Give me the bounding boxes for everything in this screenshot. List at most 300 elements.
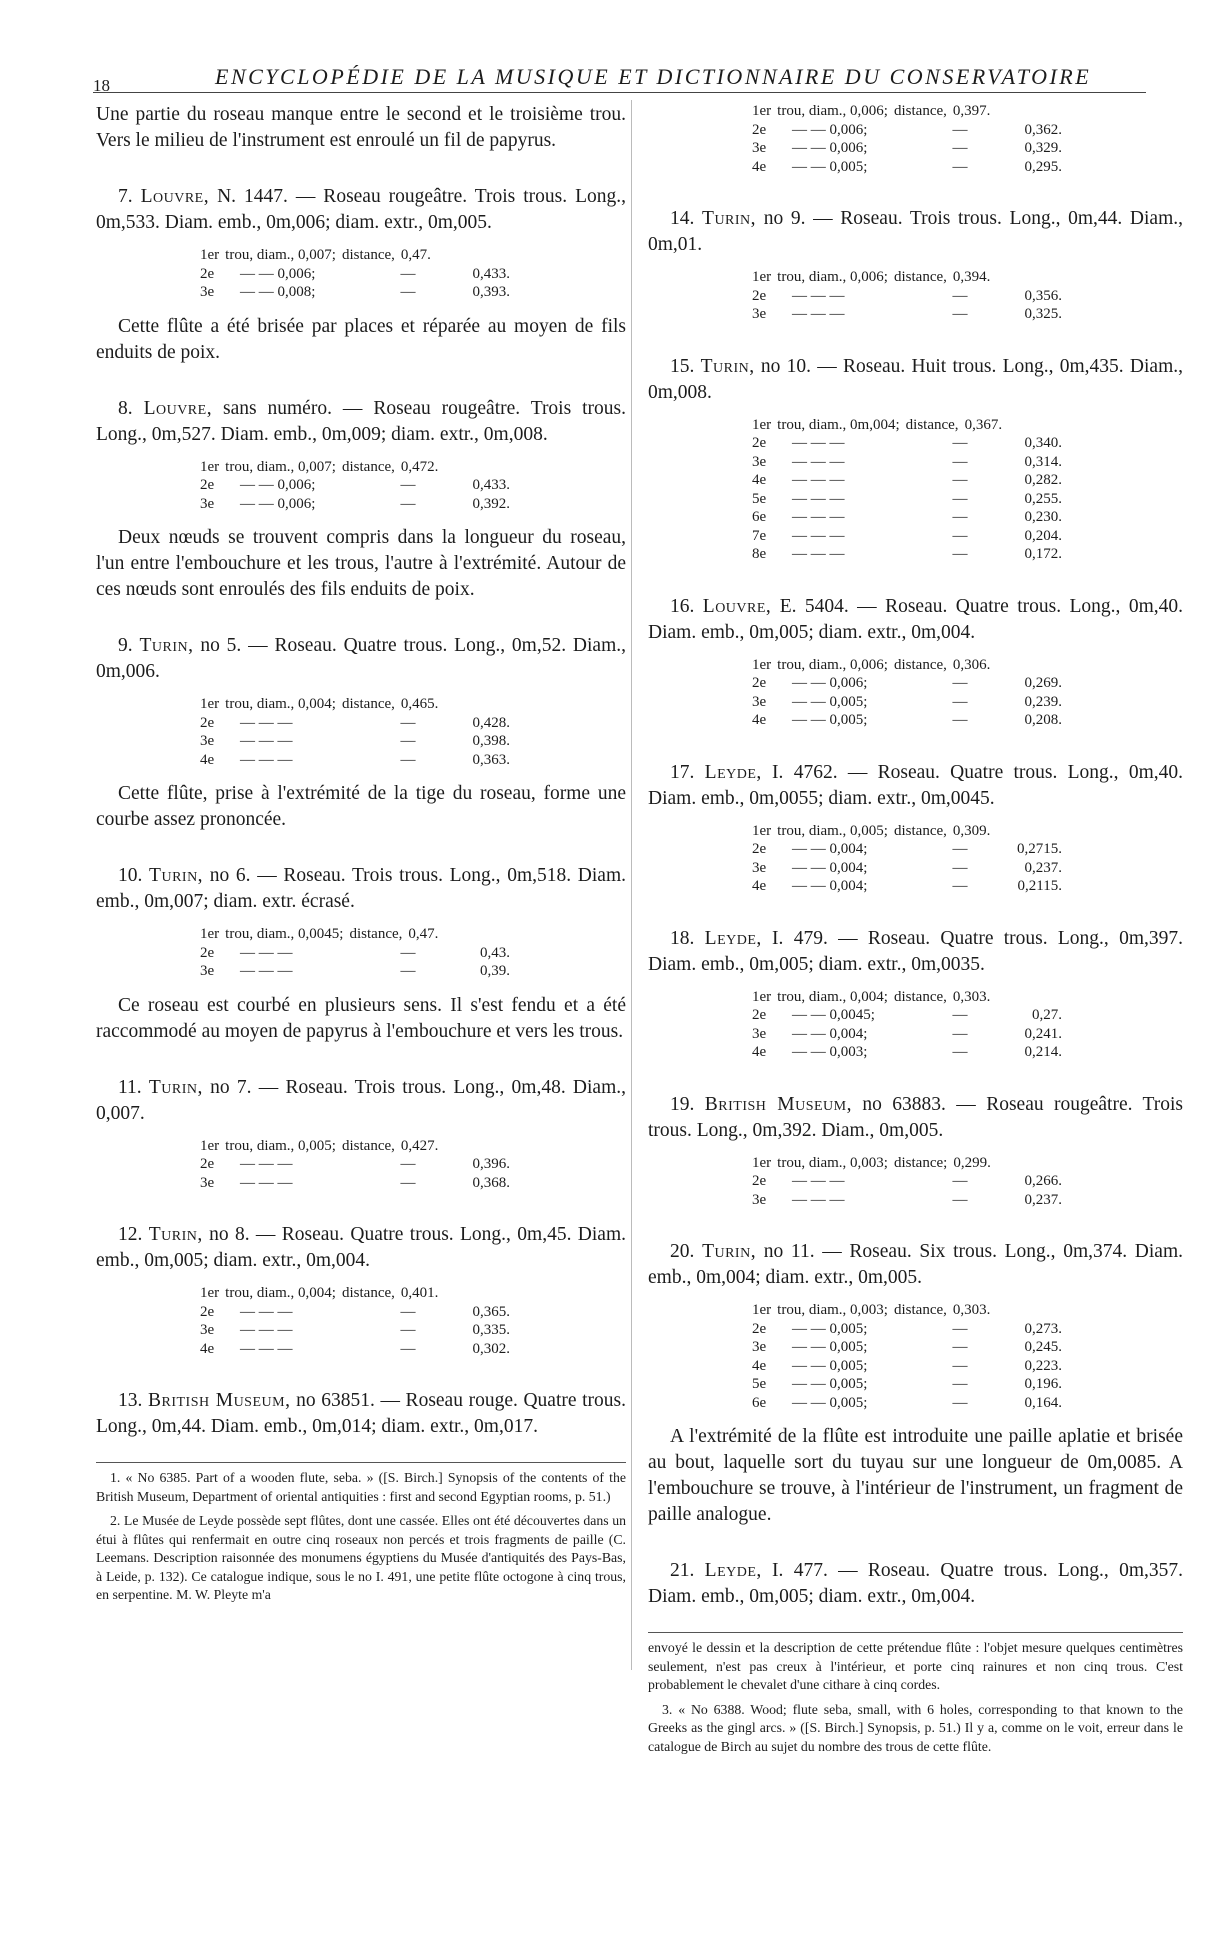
hole-diameter: — — 0,004; [792, 841, 868, 857]
hole-distance-label: — [400, 265, 416, 282]
hole-diameter: — — — [792, 453, 845, 470]
hole-distance-label: distance; [893, 1154, 948, 1171]
hole-diameter: — — — [792, 490, 845, 507]
hole-ordinal: 1er [752, 656, 772, 673]
hole-diameter: — — — [792, 509, 845, 525]
hole-distance-value: 0,39. [480, 963, 510, 979]
entry-heading [648, 1092, 1183, 1144]
footnote-rule [96, 1462, 626, 1463]
entry-description: no 11. — Roseau. Six trous. Long., 0m,374. Diam. emb., 0m,004; diam. extr., 0m,005. [648, 1241, 1183, 1288]
entry-source: Turin, [148, 1076, 203, 1098]
entry-19 [648, 1092, 1183, 1210]
hole-diameter: — — 0,006; [240, 495, 316, 512]
holes-table [200, 925, 626, 981]
hole-distance-value: 0,214. [1024, 1044, 1062, 1060]
hole-diameter: — — 0,006; [792, 140, 868, 156]
hole-distance-value: 0,204. [1024, 527, 1062, 544]
hole-ordinal: 1er [200, 458, 220, 475]
entry-number: 13. [118, 1390, 143, 1411]
hole-diameter: — — 0,004; [792, 878, 868, 894]
hole-distance-label: — [952, 693, 968, 710]
hole-distance-value: 0,306. [952, 656, 991, 673]
entry-source: Turin, [149, 865, 204, 886]
holes-table [200, 246, 626, 302]
hole-row [200, 1303, 626, 1322]
hole-ordinal: 3e [200, 963, 215, 979]
hole-distance-label: — [952, 140, 968, 156]
hole-row [200, 714, 626, 733]
hole-distance-value: 0,196. [1024, 1376, 1062, 1392]
hole-distance-label: distance, [341, 458, 395, 475]
hole-distance-label: — [952, 1394, 968, 1411]
entry-number: 12. [118, 1224, 143, 1245]
hole-row [200, 283, 626, 302]
hole-row [752, 711, 1183, 730]
hole-diameter: — — 0,003; [792, 1044, 868, 1060]
hole-diameter: — — — [240, 714, 293, 731]
hole-diameter: — — 0,005; [792, 158, 868, 175]
hole-distance-value: 0,303. [952, 988, 991, 1005]
entry-number: 21. [670, 1560, 695, 1581]
entry-description: no 8. — Roseau. Quatre trous. Long., 0m,45. Diam. emb., 0m,005; diam. extr., 0m,004. [96, 1224, 626, 1271]
hole-distance-value: 0,239. [1024, 693, 1062, 710]
entry-description: I. 479. — Roseau. Quatre trous. Long., 0m,397. Diam. emb., 0m,005; diam. extr., 0m,0035. [648, 927, 1183, 975]
hole-ordinal: 5e [752, 490, 767, 507]
entry-note: A l'extrémité de la flûte est introduite une paille aplatie et brisée au bout, laquelle sort du tuyau sur une longueur de 0m,0085. A l'embouchure se trouve, à l'intérieur de l'instrument, un fragment de paille analogue. [648, 1426, 1183, 1525]
hole-distance-label: — [952, 453, 968, 470]
hole-ordinal: 2e [752, 287, 767, 304]
hole-ordinal: 2e [200, 1303, 215, 1320]
entry-18 [648, 926, 1183, 1062]
hole-row [752, 305, 1183, 324]
hole-diameter: — — — [792, 287, 845, 304]
entry-note: Cette flûte, prise à l'extrémité de la tige du roseau, forme une courbe assez prononcée. [96, 783, 626, 830]
hole-ordinal: 1er [752, 103, 772, 119]
hole-distance-label: distance, [349, 926, 403, 942]
hole-diameter: — — 0,005; [792, 1339, 868, 1355]
hole-distance-value: 0,295. [1024, 158, 1062, 175]
hole-diameter: trou, diam., 0,007; [225, 247, 336, 263]
hole-distance-value: 0,397. [952, 103, 991, 119]
hole-distance-label: — [400, 1156, 416, 1172]
hole-diameter: — — — [240, 963, 293, 979]
hole-distance-value: 0,365. [472, 1303, 510, 1320]
entry-description: no 6. — Roseau. Trois trous. Long., 0m,518. Diam. emb., 0m,007; diam. extr. écrasé. [96, 865, 626, 912]
hole-ordinal: 3e [200, 1174, 215, 1191]
hole-distance-label: — [952, 121, 968, 138]
hole-distance-value: 0,465. [400, 696, 439, 712]
hole-distance-label: distance, [341, 1285, 395, 1301]
hole-distance-label: — [400, 495, 416, 512]
hole-distance-value: 0,255. [1024, 490, 1062, 507]
hole-distance-value: 0,398. [472, 733, 510, 749]
holes-table [752, 1301, 1183, 1412]
hole-diameter: trou, diam., 0,006; [777, 656, 888, 673]
hole-ordinal: 3e [752, 453, 767, 470]
hole-diameter: — — 0,005; [792, 693, 868, 710]
hole-distance-value: 0,428. [472, 714, 510, 731]
entry-number: 7. [118, 186, 133, 207]
hole-row [752, 1191, 1183, 1210]
entry-11 [96, 1075, 626, 1193]
hole-row [752, 1006, 1183, 1025]
entry-description: no 63851. — Roseau rouge. Quatre trous. Long., 0m,44. Diam. emb., 0m,014; diam. extr., 0m,017. [96, 1390, 627, 1437]
running-title: ENCYCLOPÉDIE DE LA MUSIQUE ET DICTIONNAIRE DU CONSERVATOIRE [215, 64, 1092, 89]
hole-distance-value: 0,43. [480, 944, 510, 961]
hole-diameter: — — 0,004; [792, 1025, 868, 1042]
hole-distance-value: 0,329. [1024, 140, 1062, 156]
hole-distance-label: distance, [893, 1302, 947, 1318]
hole-row [200, 962, 626, 981]
hole-distance-label: distance, [893, 269, 947, 285]
hole-row [752, 1301, 1183, 1320]
hole-distance-value: 0,356. [1024, 287, 1062, 304]
entry-source: Leyde, [704, 927, 762, 949]
hole-row [752, 490, 1183, 509]
holes-table [752, 988, 1183, 1062]
hole-distance-label: — [952, 287, 968, 304]
entry-number: 8. [118, 397, 133, 419]
hole-distance-label: — [952, 1044, 968, 1060]
hole-distance-label: — [952, 435, 968, 451]
hole-distance-label: — [952, 509, 968, 525]
hole-distance-value: 0,269. [1024, 675, 1062, 691]
hole-distance-label: — [400, 714, 416, 731]
hole-row [200, 246, 626, 265]
hole-diameter: trou, diam., 0,004; [225, 696, 336, 712]
entry-description: I. 4762. — Roseau. Quatre trous. Long., 0m,40. Diam. emb., 0m,0055; diam. extr., 0m,0045. [648, 761, 1183, 809]
entry-source: British Museum, [704, 1093, 852, 1115]
holes-table [752, 416, 1183, 564]
hole-distance-value: 0,282. [1024, 472, 1062, 488]
footnotes-right [648, 1639, 1183, 1756]
entry-number: 16. [670, 595, 695, 617]
entry-source: Turin, [702, 1241, 757, 1262]
hole-diameter: — — 0,0045; [792, 1007, 875, 1023]
hole-diameter: — — — [240, 1303, 293, 1320]
entry-source: Turin, [139, 635, 194, 656]
hole-row [752, 508, 1183, 527]
entry-number: 11. [118, 1076, 142, 1098]
hole-ordinal: 3e [752, 859, 767, 876]
hole-row [200, 476, 626, 495]
hole-diameter: trou, diam., 0,006; [777, 103, 888, 119]
hole-row [200, 1137, 626, 1156]
hole-distance-label: — [952, 490, 968, 507]
entry-heading [648, 1558, 1183, 1610]
hole-distance-label: — [952, 546, 968, 562]
hole-ordinal: 1er [752, 1302, 772, 1318]
hole-ordinal: 1er [200, 1285, 220, 1301]
hole-row [752, 102, 1183, 121]
hole-ordinal: 3e [200, 733, 215, 749]
hole-distance-value: 0,302. [472, 1340, 510, 1357]
holes-table [200, 1284, 626, 1358]
holes-table [752, 1154, 1183, 1210]
hole-diameter: — — 0,005; [792, 1357, 868, 1374]
hole-row [200, 732, 626, 751]
hole-ordinal: 3e [200, 284, 215, 300]
hole-diameter: trou, diam., 0m,004; [777, 416, 900, 433]
hole-distance-label: — [952, 1025, 968, 1042]
hole-distance-value: 0,27. [1032, 1007, 1062, 1023]
hole-distance-label: — [952, 878, 968, 894]
hole-diameter: — — 0,006; [792, 675, 868, 691]
hole-ordinal: 2e [752, 841, 767, 857]
hole-distance-value: 0,237. [1024, 1191, 1062, 1208]
entry-description: sans numéro. — Roseau rougeâtre. Trois trous. Long., 0m,527. Diam. emb., 0m,009; diam. extr., 0m,008. [96, 397, 626, 445]
entry-description: no 10. — Roseau. Huit trous. Long., 0m,435. Diam., 0m,008. [648, 355, 1183, 403]
hole-row [200, 695, 626, 714]
hole-diameter: — — 0,006; [240, 477, 316, 493]
hole-ordinal: 2e [200, 1156, 215, 1172]
hole-row [200, 925, 626, 944]
hole-distance-value: 0,433. [472, 477, 510, 493]
hole-distance-label: — [400, 1322, 416, 1338]
hole-distance-value: 0,396. [472, 1156, 510, 1172]
hole-row [200, 1284, 626, 1303]
hole-distance-label: — [400, 284, 416, 300]
entry-heading [648, 354, 1183, 406]
hole-distance-value: 0,273. [1024, 1320, 1062, 1337]
hole-diameter: trou, diam., 0,003; [777, 1154, 888, 1171]
entry-heading [648, 760, 1183, 812]
entry-15 [648, 354, 1183, 564]
hole-row [752, 545, 1183, 564]
hole-distance-label: — [952, 1339, 968, 1355]
hole-diameter: — — — [240, 733, 293, 749]
hole-distance-value: 0,393. [472, 284, 510, 300]
hole-ordinal: 2e [752, 1320, 767, 1337]
hole-diameter: — — — [792, 1191, 845, 1208]
hole-distance-label: — [952, 1007, 968, 1023]
hole-ordinal: 2e [200, 944, 215, 961]
hole-distance-value: 0,363. [472, 751, 510, 768]
hole-distance-label: — [400, 1174, 416, 1191]
hole-row [752, 822, 1183, 841]
entry-heading [648, 206, 1183, 258]
hole-row [200, 458, 626, 477]
right-column [648, 102, 1183, 1756]
hole-ordinal: 4e [200, 751, 215, 768]
entry-number: 10. [118, 865, 143, 886]
entry-9 [96, 633, 626, 833]
hole-diameter: — — 0,005; [792, 1320, 868, 1337]
hole-distance-value: 0,223. [1024, 1357, 1062, 1374]
hole-distance-value: 0,303. [952, 1302, 991, 1318]
entry-source: Turin, [700, 355, 755, 377]
hole-ordinal: 4e [752, 472, 767, 488]
hole-ordinal: 3e [200, 495, 215, 512]
entry-source: Louvre, [140, 186, 210, 207]
hole-ordinal: 3e [752, 1191, 767, 1208]
hole-distance-label: distance, [905, 416, 959, 433]
hole-row [752, 840, 1183, 859]
hole-distance-value: 0,309. [952, 822, 991, 839]
hole-row [752, 1375, 1183, 1394]
hole-row [752, 877, 1183, 896]
holes-table [752, 656, 1183, 730]
hole-row [752, 1154, 1183, 1173]
entry-source: Turin, [148, 1224, 203, 1245]
holes-table [752, 822, 1183, 896]
hole-row [752, 1394, 1183, 1413]
hole-diameter: — — 0,005; [792, 712, 868, 728]
hole-ordinal: 1er [200, 1137, 220, 1154]
entry-note: Cette flûte a été brisée par places et réparée au moyen de fils enduits de poix. [96, 315, 626, 363]
entry-number: 14. [670, 208, 695, 229]
hole-ordinal: 3e [752, 1025, 767, 1042]
entry-source: Louvre, [143, 397, 213, 419]
entry-number: 19. [670, 1093, 695, 1115]
hole-row [752, 158, 1183, 177]
hole-distance-value: 0,208. [1024, 712, 1062, 728]
hole-distance-label: — [400, 1340, 416, 1357]
hole-diameter: — — — [792, 472, 845, 488]
entry-21 [648, 1558, 1183, 1610]
hole-distance-value: 0,325. [1024, 306, 1062, 322]
hole-row [752, 1338, 1183, 1357]
hole-row [200, 265, 626, 284]
hole-diameter: — — — [240, 1174, 293, 1191]
hole-diameter: trou, diam., 0,005; [225, 1137, 336, 1154]
hole-row [752, 1320, 1183, 1339]
hole-distance-value: 0,47. [408, 926, 439, 942]
hole-diameter: — — — [792, 435, 845, 451]
hole-ordinal: 4e [752, 1044, 767, 1060]
entry-description: no 5. — Roseau. Quatre trous. Long., 0m,52. Diam., 0m,006. [96, 635, 626, 682]
hole-ordinal: 1er [200, 926, 220, 942]
hole-ordinal: 2e [752, 1007, 767, 1023]
hole-distance-value: 0,401. [400, 1285, 439, 1301]
hole-row [752, 471, 1183, 490]
entry-14 [648, 206, 1183, 324]
hole-row [752, 453, 1183, 472]
holes-table [200, 458, 626, 514]
hole-diameter: — — 0,005; [792, 1394, 868, 1411]
footnote-2-continued: envoyé le dessin et la description de cette prétendue flûte : l'objet mesure quelques centimètres seulement, n'est pas creux à l'intérieur, et porte cinq rainures et non cinq trous. C'est probablement le chevalet d'une cithare à cinq cordes. [648, 1640, 1183, 1692]
hole-distance-label: — [952, 527, 968, 544]
hole-row [752, 656, 1183, 675]
hole-diameter: — — 0,006; [240, 265, 316, 282]
intro-paragraph: Une partie du roseau manque entre le second et le troisième trou. Vers le milieu de l'instrument est enroulé un fil de papyrus. [96, 104, 626, 151]
entry-heading [648, 926, 1183, 978]
entry-10 [96, 863, 626, 1045]
hole-row [752, 988, 1183, 1007]
hole-ordinal: 1er [752, 988, 772, 1005]
hole-ordinal: 2e [752, 1173, 767, 1189]
hole-row [752, 527, 1183, 546]
entry-number: 20. [670, 1241, 695, 1262]
hole-ordinal: 1er [752, 822, 772, 839]
hole-distance-value: 0,266. [1024, 1173, 1062, 1189]
hole-distance-label: — [952, 841, 968, 857]
entry-16 [648, 594, 1183, 730]
hole-diameter: trou, diam., 0,007; [225, 458, 336, 475]
hole-distance-value: 0,230. [1024, 509, 1062, 525]
hole-diameter: — — — [240, 751, 293, 768]
hole-diameter: — — — [240, 944, 293, 961]
hole-diameter: — — — [792, 1173, 845, 1189]
hole-distance-label: — [952, 1320, 968, 1337]
entry-8 [96, 396, 626, 604]
entry-note: Deux nœuds se trouvent compris dans la longueur du roseau, l'un entre l'embouchure et les trous, l'autre à l'extrémité. Autour de ces nœuds sont enroulés des fils enduits de poix. [96, 527, 626, 600]
entry-heading [648, 1239, 1183, 1291]
hole-distance-label: — [400, 1303, 416, 1320]
entry-number: 17. [670, 761, 695, 783]
hole-ordinal: 4e [752, 158, 767, 175]
hole-row [752, 139, 1183, 158]
footnote-rule [648, 1632, 1183, 1633]
entry-17 [648, 760, 1183, 896]
hole-distance-label: distance, [341, 1137, 395, 1154]
hole-distance-value: 0,394. [952, 269, 991, 285]
hole-distance-value: 0,340. [1024, 435, 1062, 451]
entry-source: Leyde, [704, 761, 762, 783]
hole-row [752, 287, 1183, 306]
hole-ordinal: 1er [752, 1154, 772, 1171]
hole-row [200, 1174, 626, 1193]
hole-ordinal: 3e [752, 1339, 767, 1355]
hole-diameter: — — 0,006; [792, 121, 868, 138]
hole-diameter: — — 0,004; [792, 859, 868, 876]
hole-distance-value: 0,427. [400, 1137, 439, 1154]
hole-ordinal: 6e [752, 509, 767, 525]
hole-ordinal: 6e [752, 1394, 767, 1411]
hole-distance-label: — [400, 963, 416, 979]
hole-ordinal: 2e [200, 477, 215, 493]
hole-row [200, 944, 626, 963]
entry-number: 15. [670, 355, 695, 377]
entry-description: no 63883. — Roseau rougeâtre. Trois trous. Long., 0m,392. Diam., 0m,005. [648, 1093, 1183, 1141]
hole-distance-label: — [400, 944, 416, 961]
holes-table [752, 268, 1183, 324]
page-number: 18 [93, 76, 110, 95]
hole-distance-label: distance, [893, 656, 947, 673]
entry-heading [96, 1222, 626, 1274]
hole-diameter: — — — [240, 1322, 293, 1338]
hole-distance-label: — [952, 158, 968, 175]
hole-row [752, 1172, 1183, 1191]
entry-heading [96, 1388, 626, 1440]
hole-ordinal: 1er [752, 269, 772, 285]
hole-ordinal: 3e [200, 1322, 215, 1338]
entry-description: N. 1447. — Roseau rougeâtre. Trois trous. Long., 0m,533. Diam. emb., 0m,006; diam. extr., 0m,005. [96, 186, 626, 233]
footnote-1: 1. « No 6385. Part of a wooden flute, seba. » ([S. Birch.] Synopsis of the contents of the British Museum, Department of oriental antiquities : first and second Egyptian rooms, p. 51.) [96, 1470, 626, 1504]
hole-distance-label: distance, [893, 822, 947, 839]
hole-distance-value: 0,172. [1024, 546, 1062, 562]
hole-distance-value: 0,2715. [1017, 841, 1062, 857]
entry-description: no 9. — Roseau. Trois trous. Long., 0m,44. Diam., 0m,01. [648, 208, 1183, 255]
hole-distance-label: — [952, 1357, 968, 1374]
hole-distance-value: 0,47. [400, 247, 431, 263]
hole-diameter: trou, diam., 0,005; [777, 822, 888, 839]
hole-distance-value: 0,314. [1024, 453, 1062, 470]
hole-distance-label: — [952, 712, 968, 728]
hole-diameter: — — — [792, 546, 845, 562]
hole-distance-label: — [952, 1376, 968, 1392]
hole-distance-value: 0,335. [472, 1322, 510, 1338]
hole-ordinal: 1er [200, 696, 220, 712]
hole-ordinal: 2e [752, 675, 767, 691]
entry-number: 9. [118, 635, 133, 656]
hole-ordinal: 5e [752, 1376, 767, 1392]
hole-ordinal: 4e [200, 1340, 215, 1357]
hole-row [752, 121, 1183, 140]
hole-distance-value: 0,245. [1024, 1339, 1062, 1355]
hole-distance-label: — [400, 751, 416, 768]
entry-heading [96, 1075, 626, 1127]
